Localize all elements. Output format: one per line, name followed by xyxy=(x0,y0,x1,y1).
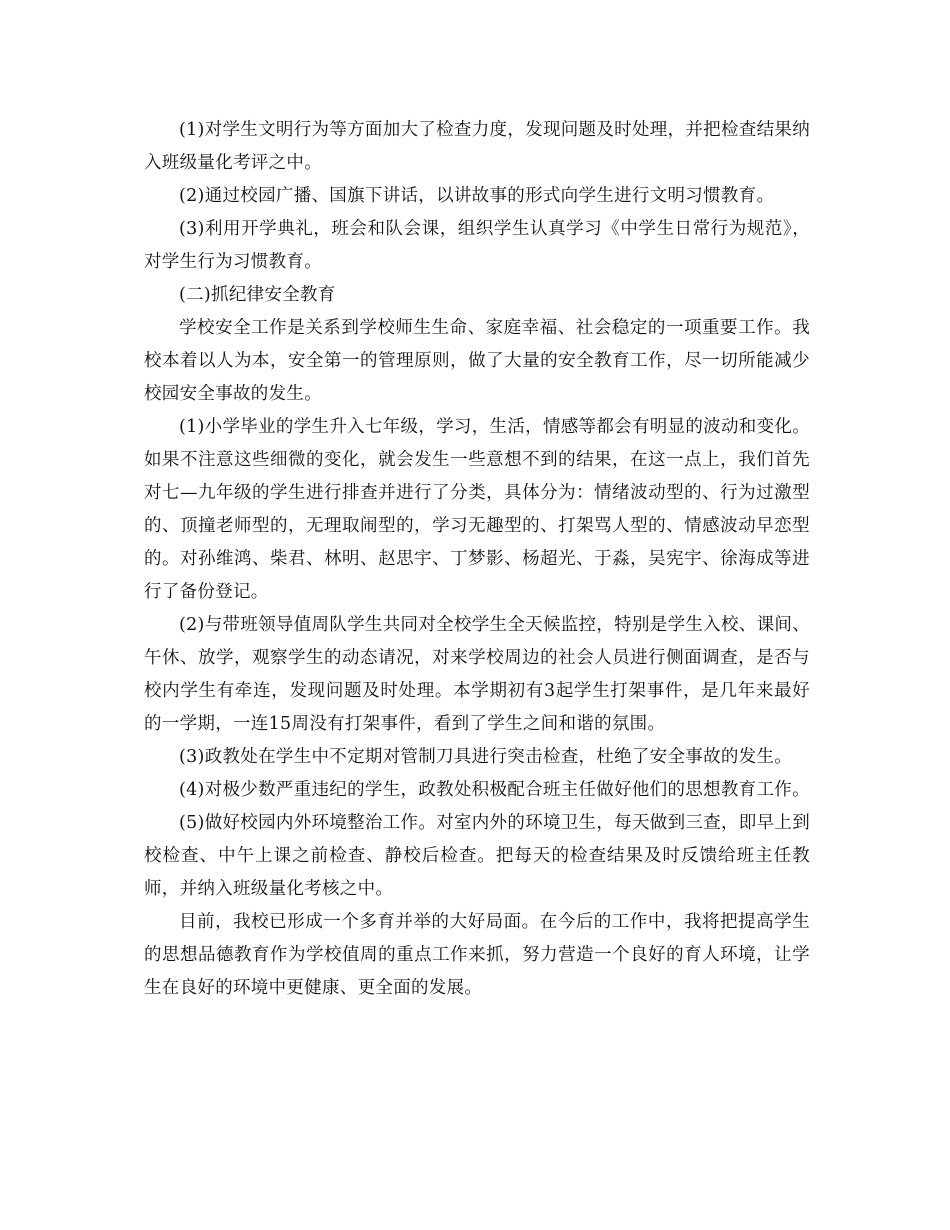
paragraph-1: (1)对学生文明行为等方面加大了检查力度，发现问题及时处理，并把检查结果纳入班级量化考评之中。 xyxy=(144,120,810,173)
paragraph-9: (4)对极少数严重违纪的学生，政教处积极配合班主任做好他们的思想教育工作。 xyxy=(179,780,810,800)
paragraph-7: (2)与带班领导值周队学生共同对全校学生全天候监控，特别是学生入校、课间、午休、放学，观察学生的动态请况，对来学校周边的社会人员进行侧面调查，是否与校内学生有牵连，发现问题及时处理。本学期初有3起学生打架事件，是几年来最好的一学期，一连15周没有打架事件，看到了学生之间和谐的氛围。 xyxy=(144,615,810,734)
paragraph-2: (2)通过校园广播、国旗下讲话，以讲故事的形式向学生进行文明习惯教育。 xyxy=(179,186,775,206)
paragraph-5: 学校安全工作是关系到学校师生生命、家庭幸福、社会稳定的一项重要工作。我校本着以人为本，安全第一的管理原则，做了大量的安全教育工作，尽一切所能减少校园安全事故的发生。 xyxy=(144,318,810,404)
paragraph-11: 目前，我校已形成一个多育并举的大好局面。在今后的工作中，我将把提高学生的思想品德教育作为学校值周的重点工作来抓，努力营造一个良好的育人环境，让学生在良好的环境中更健康、更全面的发展。 xyxy=(144,912,810,998)
document-body xyxy=(144,114,810,1005)
paragraph-10: (5)做好校园内外环境整治工作。对室内外的环境卫生，每天做到三查，即早上到校检查、中午上课之前检查、静校后检查。把每天的检查结果及时反馈给班主任教师，并纳入班级量化考核之中。 xyxy=(144,813,810,899)
section-heading: (二)抓纪律安全教育 xyxy=(179,285,336,305)
paragraph-8: (3)政教处在学生中不定期对管制刀具进行突击检查，杜绝了安全事故的发生。 xyxy=(179,747,793,767)
paragraph-3: (3)利用开学典礼，班会和队会课，组织学生认真学习《中学生日常行为规范》，对学生行为习惯教育。 xyxy=(144,219,810,272)
paragraph-6: (1)小学毕业的学生升入七年级，学习，生活，情感等都会有明显的波动和变化。如果不注意这些细微的变化，就会发生一些意想不到的结果，在这一点上，我们首先对七—九年级的学生进行排查并进行了分类，具体分为：情绪波动型的、行为过激型的、顶撞老师型的，无理取闹型的，学习无趣型的、打架骂人型的、情感波动早恋型的。对孙维鸿、柴君、林明、赵思宇、丁梦影、杨超光、于淼，吴宪宇、徐海成等进行了备份登记。 xyxy=(144,417,810,602)
